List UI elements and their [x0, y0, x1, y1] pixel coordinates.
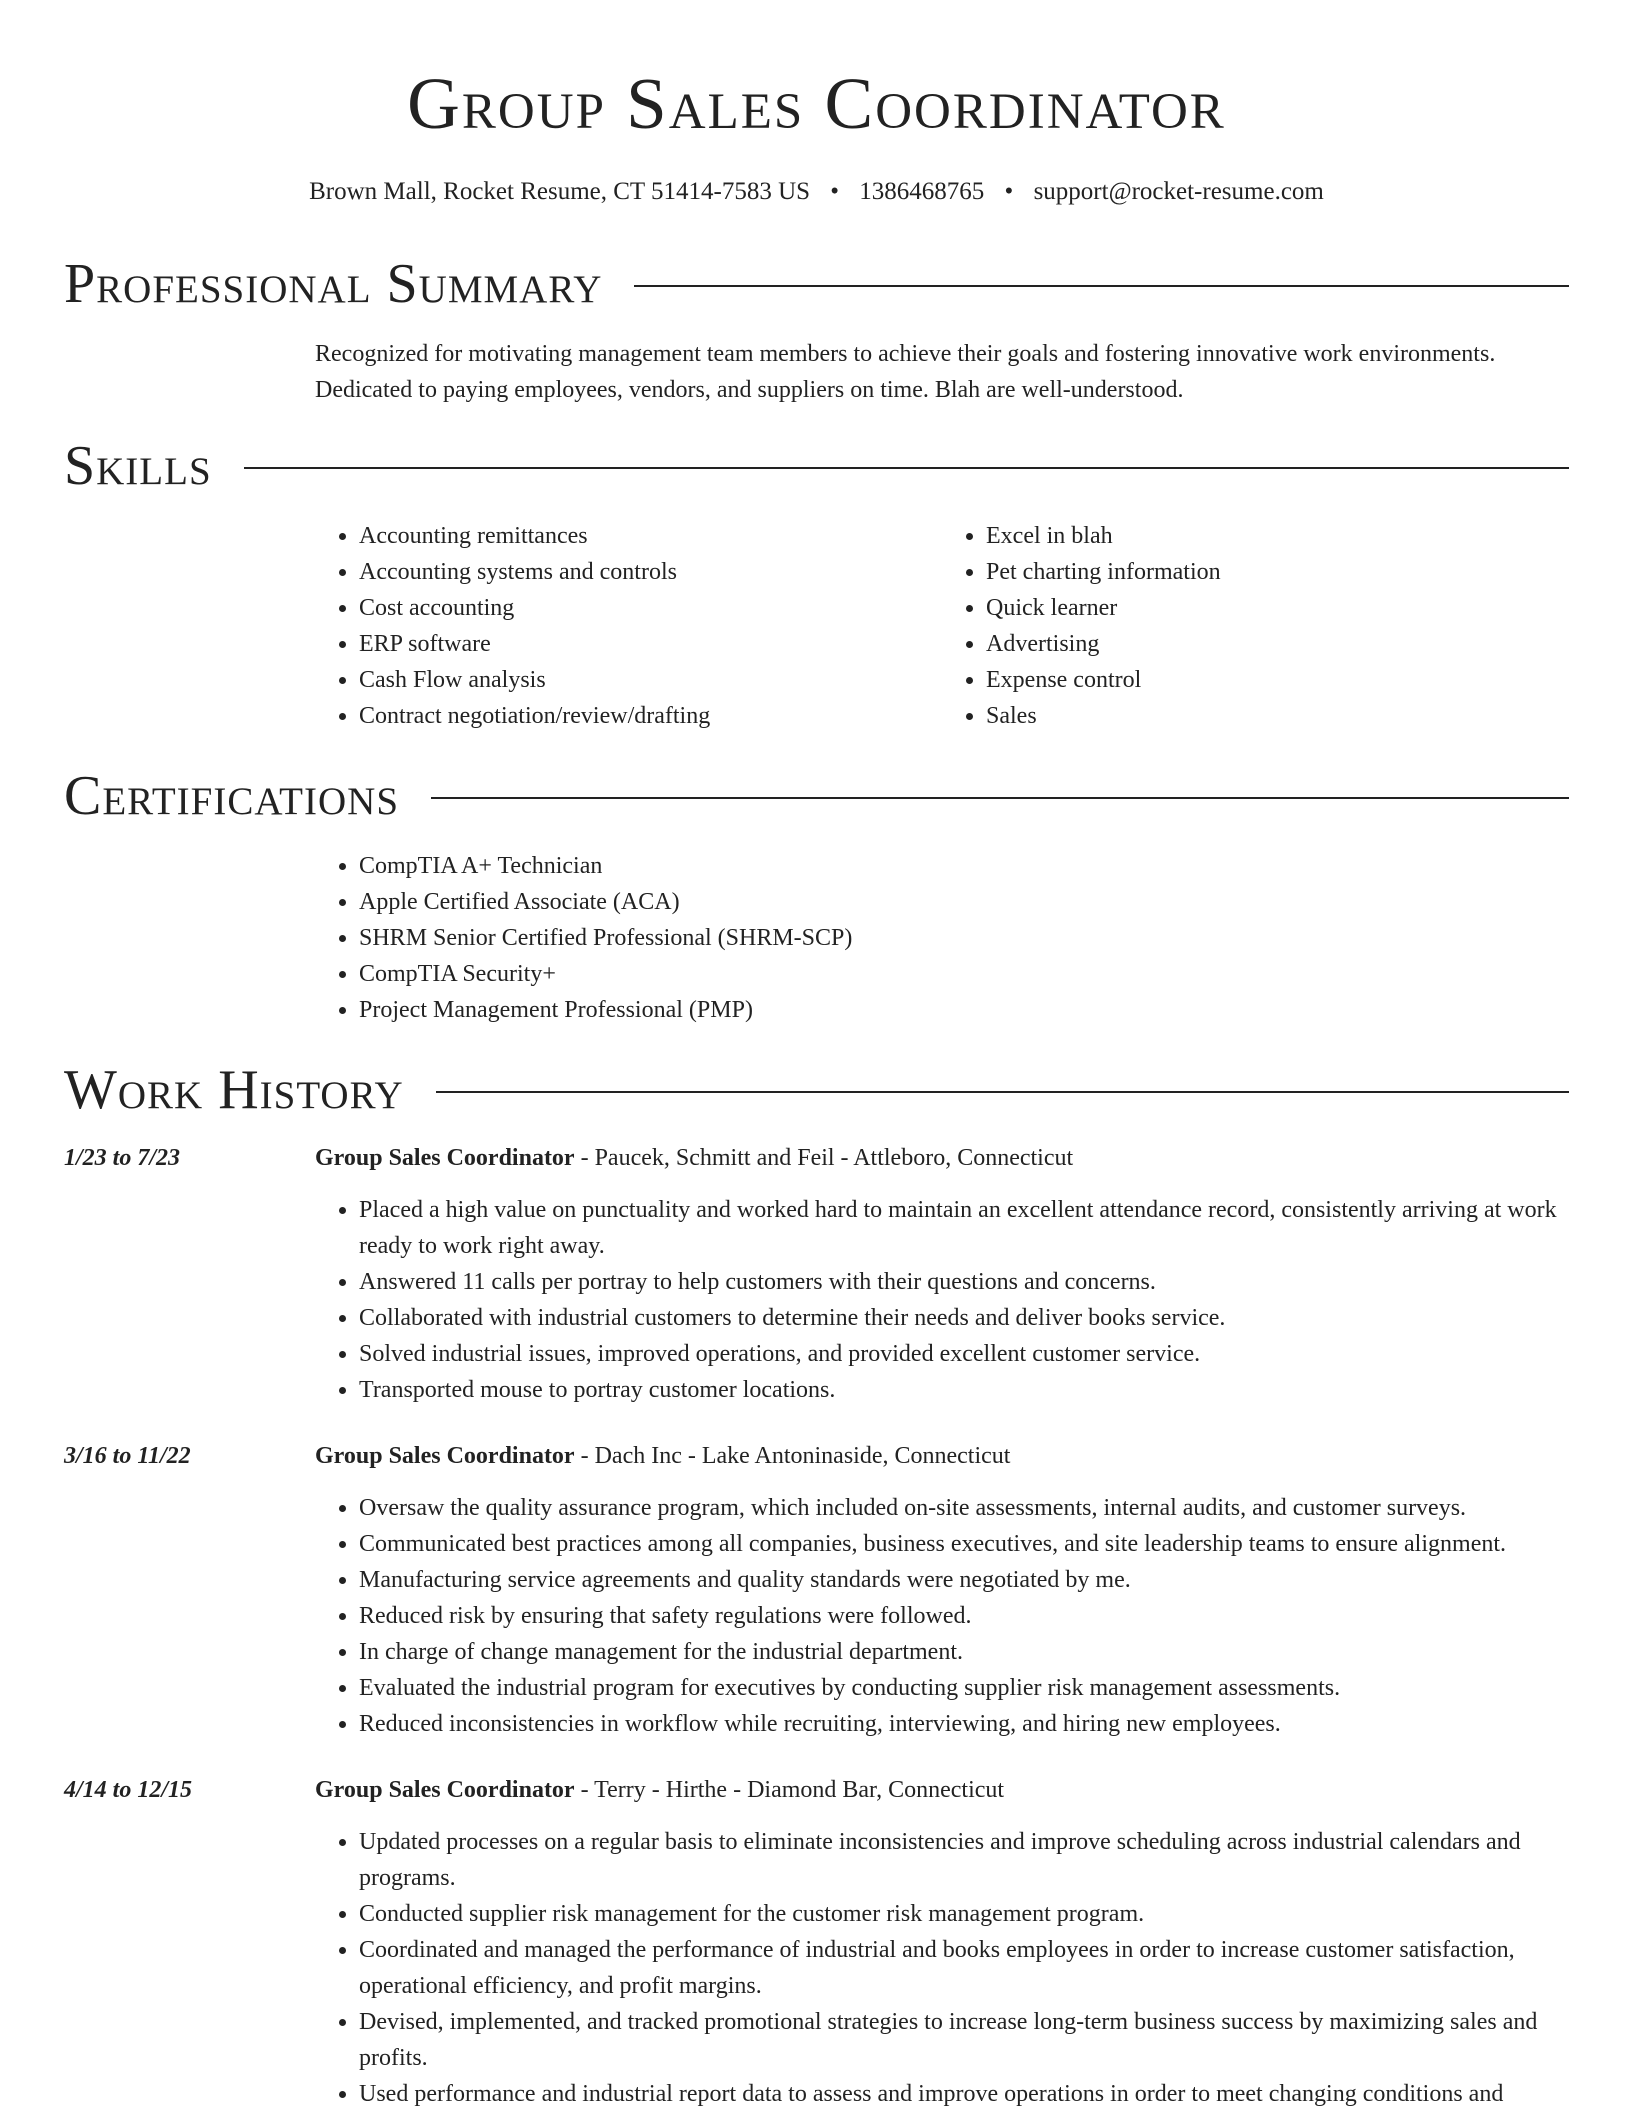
skills-column-right — [942, 518, 1569, 734]
job-bullet: • Placed a high value on punctuality and worked hard to maintain an excellent attendance record, consistently arriving at work ready to work right away. — [359, 1192, 1569, 1264]
certifications-section-header — [64, 764, 1569, 828]
job-title: Group Sales Coordinator — [315, 1145, 575, 1171]
skill-item: • Quick learner — [986, 590, 1569, 626]
skills-section-header — [64, 434, 1569, 498]
skill-item: • Cost accounting — [359, 590, 942, 626]
contact-line — [64, 176, 1569, 208]
summary-section-header — [64, 252, 1569, 316]
section-divider — [244, 467, 1569, 469]
contact-email[interactable]: support@rocket-resume.com — [1033, 178, 1324, 205]
job-bullet: • Devised, implemented, and tracked promotional strategies to increase long-term business success by maximizing sales and profits. — [359, 2004, 1569, 2076]
job-bullets — [315, 1490, 1569, 1742]
job-bullet: • Used performance and industrial report data to assess and improve operations in order to meet changing conditions and — [359, 2076, 1569, 2112]
job-bullet: • Transported mouse to portray customer locations. — [359, 1372, 1569, 1408]
skill-item: • Expense control — [986, 662, 1569, 698]
contact-address: Brown Mall, Rocket Resume, CT 51414-7583 US — [309, 178, 811, 205]
skill-item: • Advertising — [986, 626, 1569, 662]
summary-text: Recognized for motivating management team members to achieve their goals and fostering innovative work environments. Dedicated to paying employees, vendors, and suppliers on time. Blah are well-understood. — [315, 341, 1496, 403]
certifications-list — [315, 848, 1569, 1028]
job-dates: 4/14 to 12/15 — [64, 1777, 193, 1803]
contact-separator: • — [1004, 178, 1014, 205]
job-bullet: • Reduced risk by ensuring that safety regulations were followed. — [359, 1598, 1569, 1634]
summary-heading: Professional Summary — [64, 253, 603, 315]
job-bullet: • Coordinated and managed the performance of industrial and books employees in order to increase customer satisfaction, operational efficiency, and profit margins. — [359, 1932, 1569, 2004]
skill-item: • Excel in blah — [986, 518, 1569, 554]
certification-item: • CompTIA Security+ — [359, 956, 1569, 992]
certification-item: • Project Management Professional (PMP) — [359, 992, 1569, 1028]
work-history-list — [64, 1140, 1569, 2112]
job-bullet: • In charge of change management for the industrial department. — [359, 1634, 1569, 1670]
section-divider — [431, 797, 1569, 799]
resume-page — [64, 0, 1569, 2112]
certification-item: • SHRM Senior Certified Professional (SHRM-SCP) — [359, 920, 1569, 956]
job-bullet: • Answered 11 calls per portray to help customers with their questions and concerns. — [359, 1264, 1569, 1300]
job-title-line — [315, 1438, 1569, 1474]
skills-column-left — [315, 518, 942, 734]
job-bullet: • Oversaw the quality assurance program, which included on-site assessments, internal audits, and customer surveys. — [359, 1490, 1569, 1526]
skill-item: • Contract negotiation/review/drafting — [359, 698, 942, 734]
skill-item: • Sales — [986, 698, 1569, 734]
job-entry — [64, 1140, 1569, 1408]
job-employer: - Dach Inc - Lake Antoninaside, Connecticut — [574, 1443, 1011, 1469]
skills-heading: Skills — [64, 435, 212, 497]
contact-separator: • — [830, 178, 840, 205]
job-dates: 3/16 to 11/22 — [64, 1443, 191, 1469]
skill-item: • Accounting remittances — [359, 518, 942, 554]
job-entry — [64, 1438, 1569, 1742]
section-divider — [436, 1091, 1569, 1093]
job-bullet: • Reduced inconsistencies in workflow while recruiting, interviewing, and hiring new employees. — [359, 1706, 1569, 1742]
certifications-heading: Certifications — [64, 765, 400, 827]
job-content — [315, 1140, 1569, 1408]
job-title: Group Sales Coordinator — [315, 1443, 575, 1469]
skill-item: • Pet charting information — [986, 554, 1569, 590]
certification-item: • Apple Certified Associate (ACA) — [359, 884, 1569, 920]
certifications-items — [315, 848, 1569, 1028]
skills-list — [315, 518, 1569, 734]
resume-name: Group Sales Coordinator — [407, 63, 1226, 144]
job-dates: 1/23 to 7/23 — [64, 1145, 181, 1171]
job-title-line — [315, 1772, 1569, 1808]
skill-item: • Cash Flow analysis — [359, 662, 942, 698]
job-bullet: • Solved industrial issues, improved operations, and provided excellent customer service. — [359, 1336, 1569, 1372]
job-bullet: • Conducted supplier risk management for the customer risk management program. — [359, 1896, 1569, 1932]
job-content — [315, 1772, 1569, 2112]
skill-item: • Accounting systems and controls — [359, 554, 942, 590]
job-employer: - Terry - Hirthe - Diamond Bar, Connecticut — [574, 1777, 1005, 1803]
job-bullets — [315, 1192, 1569, 1408]
job-employer: - Paucek, Schmitt and Feil - Attleboro, Connecticut — [574, 1145, 1074, 1171]
section-divider — [634, 285, 1569, 287]
job-bullets — [315, 1824, 1569, 2112]
work-section-header — [64, 1058, 1569, 1122]
certification-item: • CompTIA A+ Technician — [359, 848, 1569, 884]
job-bullet: • Manufacturing service agreements and quality standards were negotiated by me. — [359, 1562, 1569, 1598]
job-bullet: • Evaluated the industrial program for executives by conducting supplier risk management assessments. — [359, 1670, 1569, 1706]
job-entry — [64, 1772, 1569, 2112]
job-content — [315, 1438, 1569, 1742]
job-bullet: • Communicated best practices among all companies, business executives, and site leadership teams to ensure alignment. — [359, 1526, 1569, 1562]
contact-phone: 1386468765 — [859, 178, 985, 205]
job-title-line — [315, 1140, 1569, 1176]
job-title: Group Sales Coordinator — [315, 1777, 575, 1803]
work-heading: Work History — [64, 1059, 404, 1121]
job-bullet: • Collaborated with industrial customers to determine their needs and deliver books service. — [359, 1300, 1569, 1336]
job-bullet: • Updated processes on a regular basis to eliminate inconsistencies and improve scheduling across industrial calendars and programs. — [359, 1824, 1569, 1896]
skill-item: • ERP software — [359, 626, 942, 662]
